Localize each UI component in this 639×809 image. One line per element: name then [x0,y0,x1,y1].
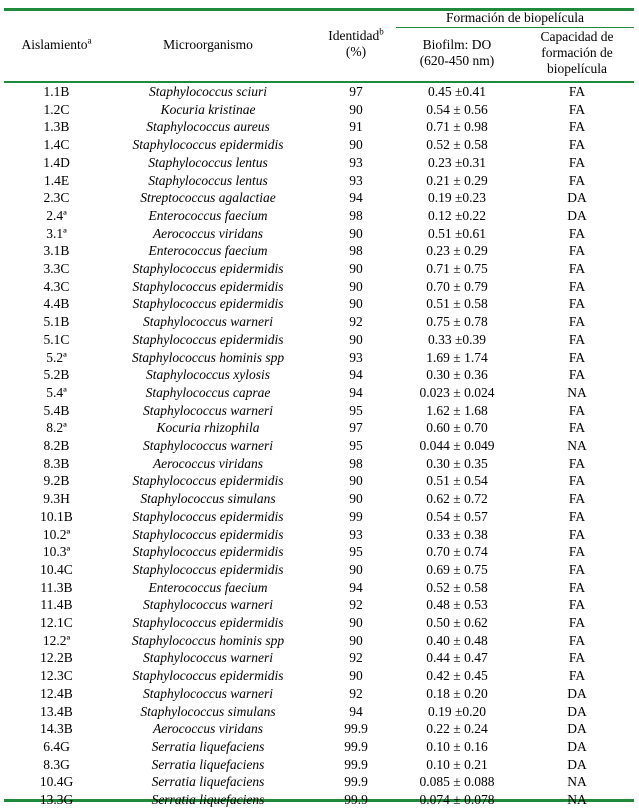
cell-capacidad: NA [567,774,587,790]
cell-aislamiento: 10.4G [39,774,74,790]
cell-biofilm-do: 0.51 ± 0.54 [426,473,488,489]
cell-identidad: 90 [349,615,363,630]
cell-microorganismo: Staphylococcus hominis spp [131,632,285,648]
table-row [0,437,639,455]
cell-biofilm-do: 0.54 ± 0.56 [426,101,488,117]
table-row [0,614,639,632]
cell-capacidad: FA [568,314,586,330]
table-row [0,313,639,331]
cell-biofilm-do: 0.10 ± 0.16 [426,738,488,754]
cell-aislamiento: 1.2C [43,101,70,117]
cell-aislamiento: 10.3ª [42,544,71,560]
cell-identidad: 95 [349,544,363,560]
cell-capacidad: FA [568,331,586,347]
cell-microorganismo: Staphylococcus lentus [148,154,268,170]
cell-capacidad: FA [568,278,586,294]
cell-biofilm-do: 0.60 ± 0.70 [426,420,488,436]
cell-identidad: 90 [349,473,363,489]
cell-identidad: 93 [349,349,363,365]
cell-biofilm-do: 0.023 ± 0.024 [419,384,495,400]
cell-capacidad: FA [568,508,586,524]
cell-identidad: 92 [349,314,363,330]
cell-microorganismo: Enterococcus faecium [148,207,268,223]
cell-identidad: 90 [349,331,363,347]
cell-capacidad: NA [567,438,587,453]
cell-microorganismo: Enterococcus faecium [148,579,268,595]
cell-aislamiento: 8.3B [43,455,70,471]
cell-aislamiento: 8.2B [43,438,70,453]
cell-capacidad: FA [568,84,586,99]
cell-aislamiento: 5.1B [43,314,70,330]
cell-identidad: 94 [349,384,363,400]
cell-identidad: 98 [349,243,363,259]
cell-biofilm-do: 0.40 ± 0.48 [426,632,488,648]
cell-microorganismo: Staphylococcus epidermidis [132,331,284,347]
cell-capacidad: FA [568,473,586,489]
cell-aislamiento: 13.3G [39,792,74,807]
header-biofilm-do: Biofilm: DO (620-450 nm) [419,37,495,68]
table-row [0,579,639,597]
cell-aislamiento: 1.1B [43,84,70,99]
cell-biofilm-do: 0.48 ± 0.53 [426,597,488,613]
cell-biofilm-do: 0.75 ± 0.78 [426,314,488,330]
cell-biofilm-do: 0.10 ± 0.21 [426,756,488,772]
table-row [0,295,639,313]
cell-microorganismo: Staphylococcus aureus [146,119,270,135]
cell-biofilm-do: 0.074 ± 0.078 [419,792,495,807]
cell-capacidad: FA [568,632,586,648]
cell-capacidad: FA [568,172,586,188]
cell-capacidad: FA [568,243,586,259]
cell-aislamiento: 10.4C [40,561,73,577]
cell-capacidad: DA [567,190,587,206]
table-row [0,526,639,544]
cell-aislamiento: 5.2ª [46,349,67,365]
cell-aislamiento: 11.4B [40,597,73,613]
header-aislamiento: Aislamiento$^a$ [21,35,92,52]
cell-aislamiento: 12.2B [40,650,73,666]
cell-microorganismo: Staphylococcus epidermidis [132,261,284,276]
cell-microorganismo: Staphylococcus epidermidis [132,668,284,684]
cell-aislamiento: 3.1ª [46,225,67,241]
cell-microorganismo: Staphylococcus epidermidis [132,526,284,542]
cell-identidad: 91 [349,119,363,135]
cell-identidad: 94 [349,579,363,595]
cell-identidad: 94 [349,367,363,383]
cell-capacidad: DA [567,756,587,772]
cell-capacidad: FA [568,349,586,365]
table-row [0,83,639,101]
table-row [0,366,639,384]
cell-biofilm-do: 0.45 ±0.41 [427,84,487,99]
cell-aislamiento: 12.1C [40,615,73,630]
cell-capacidad: FA [568,615,586,630]
cell-microorganismo: Serratia liquefaciens [151,774,265,790]
cell-identidad: 95 [349,438,363,453]
cell-aislamiento: 10.1B [40,508,73,524]
cell-aislamiento: 1.4E [43,172,70,188]
table-row [0,667,639,685]
cell-microorganismo: Serratia liquefaciens [151,738,265,754]
cell-biofilm-do: 0.54 ± 0.57 [426,508,488,524]
cell-identidad: 90 [349,668,363,684]
cell-aislamiento: 9.3H [43,491,70,507]
cell-microorganismo: Staphylococcus warneri [142,597,274,613]
cell-capacidad: DA [567,685,587,701]
table-row [0,172,639,190]
table-row [0,703,639,721]
cell-identidad: 90 [349,491,363,507]
cell-capacidad: FA [568,544,586,560]
cell-identidad: 90 [349,261,363,276]
cell-identidad: 97 [349,84,363,99]
cell-biofilm-do: 0.21 ± 0.29 [426,172,488,188]
cell-capacidad: FA [568,261,586,276]
cell-aislamiento: 4.4B [43,296,70,312]
cell-biofilm-do: 0.30 ± 0.36 [426,367,488,383]
table-row [0,225,639,243]
cell-biofilm-do: 0.51 ± 0.58 [426,296,488,312]
cell-biofilm-do: 0.19 ±0.20 [427,703,487,719]
cell-identidad: 92 [349,650,363,666]
cell-microorganismo: Staphylococcus caprae [145,384,271,400]
cell-capacidad: NA [567,792,587,807]
cell-identidad: 99.9 [344,792,368,807]
cell-identidad: 97 [349,420,363,436]
table-row [0,773,639,791]
cell-biofilm-do: 0.22 ± 0.24 [426,721,488,737]
table-row [0,189,639,207]
cell-capacidad: FA [568,491,586,507]
cell-aislamiento: 1.3B [43,119,70,135]
cell-capacidad: DA [567,738,587,754]
cell-microorganismo: Serratia liquefaciens [151,756,265,772]
cell-aislamiento: 6.4G [43,738,70,754]
table-row [0,207,639,225]
cell-microorganismo: Staphylococcus epidermidis [132,278,284,294]
cell-capacidad: FA [568,561,586,577]
cell-microorganismo: Staphylococcus warneri [142,650,274,666]
cell-microorganismo: Staphylococcus epidermidis [132,615,284,630]
table-row [0,384,639,402]
cell-aislamiento: 11.3B [40,579,73,595]
table-row [0,791,639,809]
table-row [0,278,639,296]
table-row [0,543,639,561]
cell-aislamiento: 1.4D [43,154,70,170]
cell-aislamiento: 8.2ª [46,420,67,436]
cell-aislamiento: 5.1C [43,331,70,347]
header-microorganismo: Microorganismo [163,37,253,52]
cell-aislamiento: 3.3C [43,261,70,276]
header-group-biopelicula: Formación de biopelícula [446,10,584,25]
cell-identidad: 90 [349,278,363,294]
cell-identidad: 93 [349,154,363,170]
table-row [0,154,639,172]
table-row [0,118,639,136]
cell-identidad: 99.9 [344,774,368,790]
cell-biofilm-do: 0.12 ±0.22 [427,207,487,223]
cell-capacidad: DA [567,721,587,737]
cell-identidad: 94 [349,190,363,206]
cell-biofilm-do: 0.62 ± 0.72 [426,491,488,507]
group-header-rule [396,27,634,28]
cell-aislamiento: 14.3B [40,721,73,737]
cell-identidad: 98 [349,455,363,471]
cell-aislamiento: 12.4B [40,685,73,701]
cell-microorganismo: Staphylococcus epidermidis [132,561,284,577]
cell-microorganismo: Kocuria kristinae [160,101,256,117]
cell-microorganismo: Aerococcus viridans [152,455,264,471]
table-row [0,242,639,260]
cell-capacidad: FA [568,597,586,613]
cell-biofilm-do: 0.69 ± 0.75 [426,561,488,577]
cell-capacidad: FA [568,579,586,595]
cell-microorganismo: Kocuria rhizophila [156,420,260,436]
cell-capacidad: NA [567,384,587,400]
cell-capacidad: FA [568,225,586,241]
table-row [0,136,639,154]
cell-capacidad: FA [568,137,586,153]
cell-microorganismo: Staphylococcus warneri [142,685,274,701]
header-capacidad: Capacidad de formación de biopelícula [540,29,614,76]
cell-aislamiento: 9.2B [43,473,70,489]
table-row [0,331,639,349]
cell-capacidad: FA [568,101,586,117]
table-row [0,260,639,278]
cell-identidad: 90 [349,632,363,648]
cell-biofilm-do: 0.18 ± 0.20 [426,685,488,701]
cell-aislamiento: 2.4ª [46,207,67,223]
cell-identidad: 99.9 [344,738,368,754]
cell-biofilm-do: 1.69 ± 1.74 [426,349,488,365]
cell-microorganismo: Aerococcus viridans [152,225,264,241]
table-row [0,402,639,420]
cell-identidad: 92 [349,597,363,613]
cell-capacidad: FA [568,455,586,471]
cell-biofilm-do: 0.30 ± 0.35 [426,455,488,471]
cell-identidad: 99.9 [344,721,368,737]
table-row [0,649,639,667]
cell-aislamiento: 3.1B [43,243,70,259]
cell-microorganismo: Staphylococcus hominis spp [131,349,285,365]
cell-microorganismo: Enterococcus faecium [148,243,268,259]
cell-biofilm-do: 0.085 ± 0.088 [419,774,495,790]
table-row [0,738,639,756]
cell-biofilm-do: 0.33 ± 0.38 [426,526,488,542]
table-row [0,472,639,490]
cell-identidad: 94 [349,703,363,719]
cell-aislamiento: 13.4B [40,703,73,719]
cell-microorganismo: Staphylococcus epidermidis [132,296,284,312]
cell-identidad: 90 [349,296,363,312]
cell-microorganismo: Staphylococcus epidermidis [132,544,284,560]
cell-capacidad: FA [568,154,586,170]
table-row [0,596,639,614]
cell-biofilm-do: 0.044 ± 0.049 [419,438,495,453]
cell-aislamiento: 12.2ª [42,632,71,648]
cell-biofilm-do: 0.71 ± 0.75 [426,261,488,276]
table-row [0,349,639,367]
cell-identidad: 93 [349,172,363,188]
cell-microorganismo: Aerococcus viridans [152,721,264,737]
cell-microorganismo: Streptococcus agalactiae [140,190,276,206]
table-row [0,561,639,579]
cell-microorganismo: Staphylococcus epidermidis [132,473,284,489]
cell-capacidad: FA [568,668,586,684]
cell-aislamiento: 12.3C [40,668,73,684]
table-row [0,101,639,119]
cell-identidad: 99.9 [344,756,368,772]
cell-aislamiento: 5.2B [43,367,70,383]
cell-biofilm-do: 0.51 ±0.61 [427,225,487,241]
cell-biofilm-do: 0.71 ± 0.98 [426,119,488,135]
table-row [0,419,639,437]
cell-capacidad: FA [568,296,586,312]
cell-aislamiento: 10.2ª [42,526,71,542]
cell-microorganismo: Staphylococcus simulans [140,703,276,719]
cell-capacidad: FA [568,526,586,542]
cell-biofilm-do: 0.50 ± 0.62 [426,615,488,630]
cell-identidad: 90 [349,137,363,153]
cell-microorganismo: Staphylococcus xylosis [145,367,271,383]
cell-identidad: 92 [349,685,363,701]
cell-biofilm-do: 0.70 ± 0.74 [426,544,488,560]
cell-microorganismo: Staphylococcus epidermidis [132,137,284,153]
cell-capacidad: FA [568,650,586,666]
cell-identidad: 90 [349,101,363,117]
cell-capacidad: FA [568,402,586,418]
cell-microorganismo: Staphylococcus warneri [142,438,274,453]
cell-identidad: 95 [349,402,363,418]
cell-microorganismo: Staphylococcus simulans [140,491,276,507]
cell-identidad: 99 [349,508,363,524]
cell-identidad: 90 [349,225,363,241]
cell-aislamiento: 5.4ª [46,384,67,400]
cell-capacidad: DA [567,207,587,223]
cell-biofilm-do: 0.44 ± 0.47 [426,650,488,666]
table-row [0,685,639,703]
cell-identidad: 90 [349,561,363,577]
cell-capacidad: FA [568,119,586,135]
cell-microorganismo: Staphylococcus epidermidis [132,508,284,524]
cell-aislamiento: 2.3C [43,190,70,206]
cell-aislamiento: 1.4C [43,137,70,153]
cell-biofilm-do: 0.52 ± 0.58 [426,579,488,595]
cell-biofilm-do: 1.62 ± 1.68 [426,402,488,418]
cell-biofilm-do: 0.70 ± 0.79 [426,278,488,294]
table-row [0,490,639,508]
cell-aislamiento: 5.4B [43,402,70,418]
cell-biofilm-do: 0.23 ±0.31 [427,154,487,170]
cell-microorganismo: Staphylococcus lentus [148,172,268,188]
table-row [0,508,639,526]
table-row [0,455,639,473]
table-row [0,756,639,774]
cell-microorganismo: Serratia liquefaciens [151,792,265,807]
cell-capacidad: FA [568,367,586,383]
cell-microorganismo: Staphylococcus warneri [142,402,274,418]
cell-microorganismo: Staphylococcus sciuri [148,84,268,99]
cell-identidad: 98 [349,207,363,223]
cell-capacidad: DA [567,703,587,719]
header-identidad: Identidad$^b$ (%) [328,26,384,59]
table-row [0,632,639,650]
cell-capacidad: FA [568,420,586,436]
cell-biofilm-do: 0.52 ± 0.58 [426,137,488,153]
cell-biofilm-do: 0.19 ±0.23 [427,190,487,206]
cell-aislamiento: 8.3G [43,756,70,772]
table-row [0,720,639,738]
cell-biofilm-do: 0.42 ± 0.45 [426,668,488,684]
cell-microorganismo: Staphylococcus warneri [142,314,274,330]
cell-identidad: 93 [349,526,363,542]
cell-aislamiento: 4.3C [43,278,70,294]
cell-biofilm-do: 0.33 ±0.39 [427,331,487,347]
cell-biofilm-do: 0.23 ± 0.29 [426,243,488,259]
